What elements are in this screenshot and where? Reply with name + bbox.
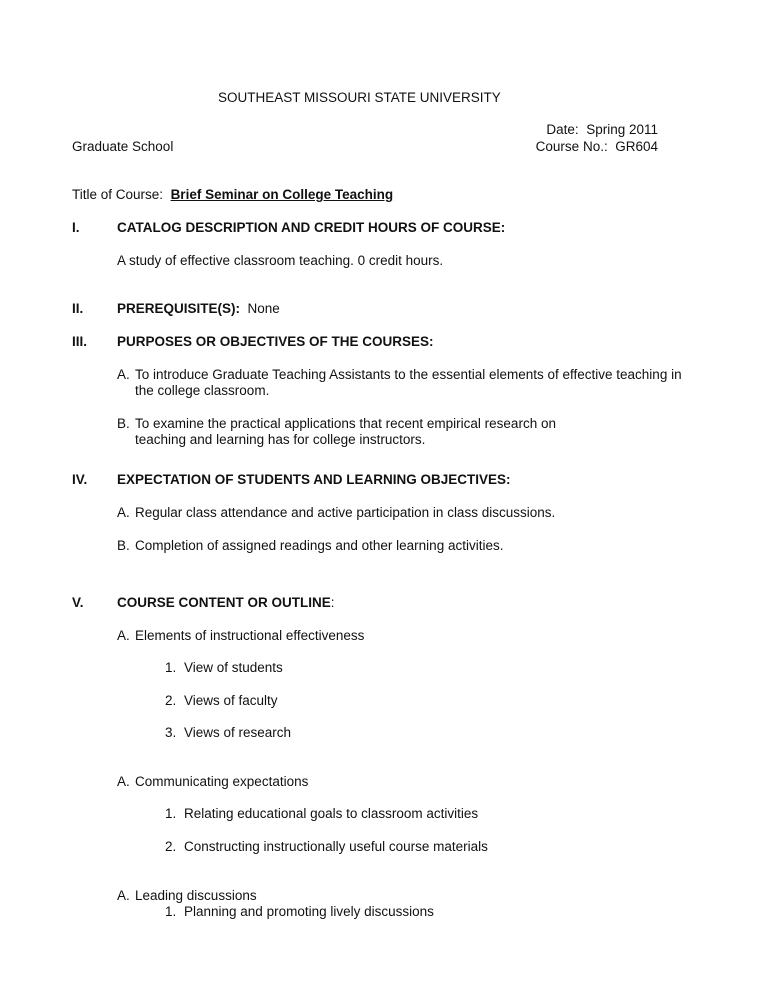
course-number-line: [536, 139, 658, 155]
section-heading: PREREQUISITE(S):: [117, 301, 241, 316]
university-name: SOUTHEAST MISSOURI STATE UNIVERSITY: [218, 90, 501, 105]
date-label: Date:: [546, 122, 579, 137]
outline-letter: A.: [117, 628, 130, 643]
outline-sub-item: Views of faculty: [184, 693, 278, 708]
course-number-value: GR604: [615, 139, 658, 154]
list-item: To examine the practical applications that recent empirical research on teaching and learning has for college instructors.: [135, 416, 556, 447]
section-heading: PURPOSES OR OBJECTIVES OF THE COURSES:: [117, 334, 434, 349]
section-text: A study of effective classroom teaching. 0 credit hours.: [117, 253, 444, 268]
item-letter: B.: [117, 538, 130, 553]
section-number: V.: [72, 595, 84, 610]
course-title-line: [72, 187, 393, 203]
section-heading: EXPECTATION OF STUDENTS AND LEARNING OBJECTIVES:: [117, 472, 511, 487]
section-inline-text: None: [247, 301, 280, 316]
section-heading: CATALOG DESCRIPTION AND CREDIT HOURS OF COURSE:: [117, 220, 506, 235]
list-item: Completion of assigned readings and other learning activities.: [135, 538, 504, 553]
item-letter: A.: [117, 367, 130, 382]
outline-sub-item: Planning and promoting lively discussions: [184, 904, 434, 919]
outline-sub-number: 2.: [165, 693, 177, 708]
outline-letter: A.: [117, 774, 130, 789]
section-number: IV.: [72, 472, 88, 487]
list-item: To introduce Graduate Teaching Assistants to the essential elements of effective teaching in the college classroom.: [135, 367, 682, 398]
date-line: [546, 122, 658, 138]
outline-item: Communicating expectations: [135, 774, 309, 789]
outline-item: Leading discussions: [135, 888, 257, 903]
course-title-label: Title of Course:: [72, 187, 164, 202]
outline-sub-number: 2.: [165, 839, 177, 854]
outline-sub-item: Views of research: [184, 725, 292, 740]
outline-sub-number: 1.: [165, 660, 177, 675]
outline-sub-number: 3.: [165, 725, 177, 740]
section-heading-suffix: :: [330, 595, 335, 610]
section-number: III.: [72, 334, 88, 349]
school-name: Graduate School: [72, 139, 174, 154]
section-heading: COURSE CONTENT OR OUTLINE: [117, 595, 331, 610]
course-number-label: Course No.:: [535, 139, 608, 154]
outline-sub-number: 1.: [165, 904, 177, 919]
item-letter: A.: [117, 505, 130, 520]
list-item: Regular class attendance and active participation in class discussions.: [135, 505, 556, 520]
section-heading-line: [117, 301, 280, 317]
section-heading-line: [117, 595, 335, 611]
section-number: I.: [72, 220, 80, 235]
section-number: II.: [72, 301, 84, 316]
course-title-value: Brief Seminar on College Teaching: [170, 187, 394, 202]
item-letter: B.: [117, 416, 130, 431]
outline-sub-item: View of students: [184, 660, 283, 675]
outline-sub-item: Relating educational goals to classroom activities: [184, 806, 479, 821]
date-value: Spring 2011: [586, 122, 658, 137]
outline-sub-item: Constructing instructionally useful course materials: [184, 839, 488, 854]
outline-letter: A.: [117, 888, 130, 903]
outline-sub-number: 1.: [165, 806, 177, 821]
outline-item: Elements of instructional effectiveness: [135, 628, 365, 643]
